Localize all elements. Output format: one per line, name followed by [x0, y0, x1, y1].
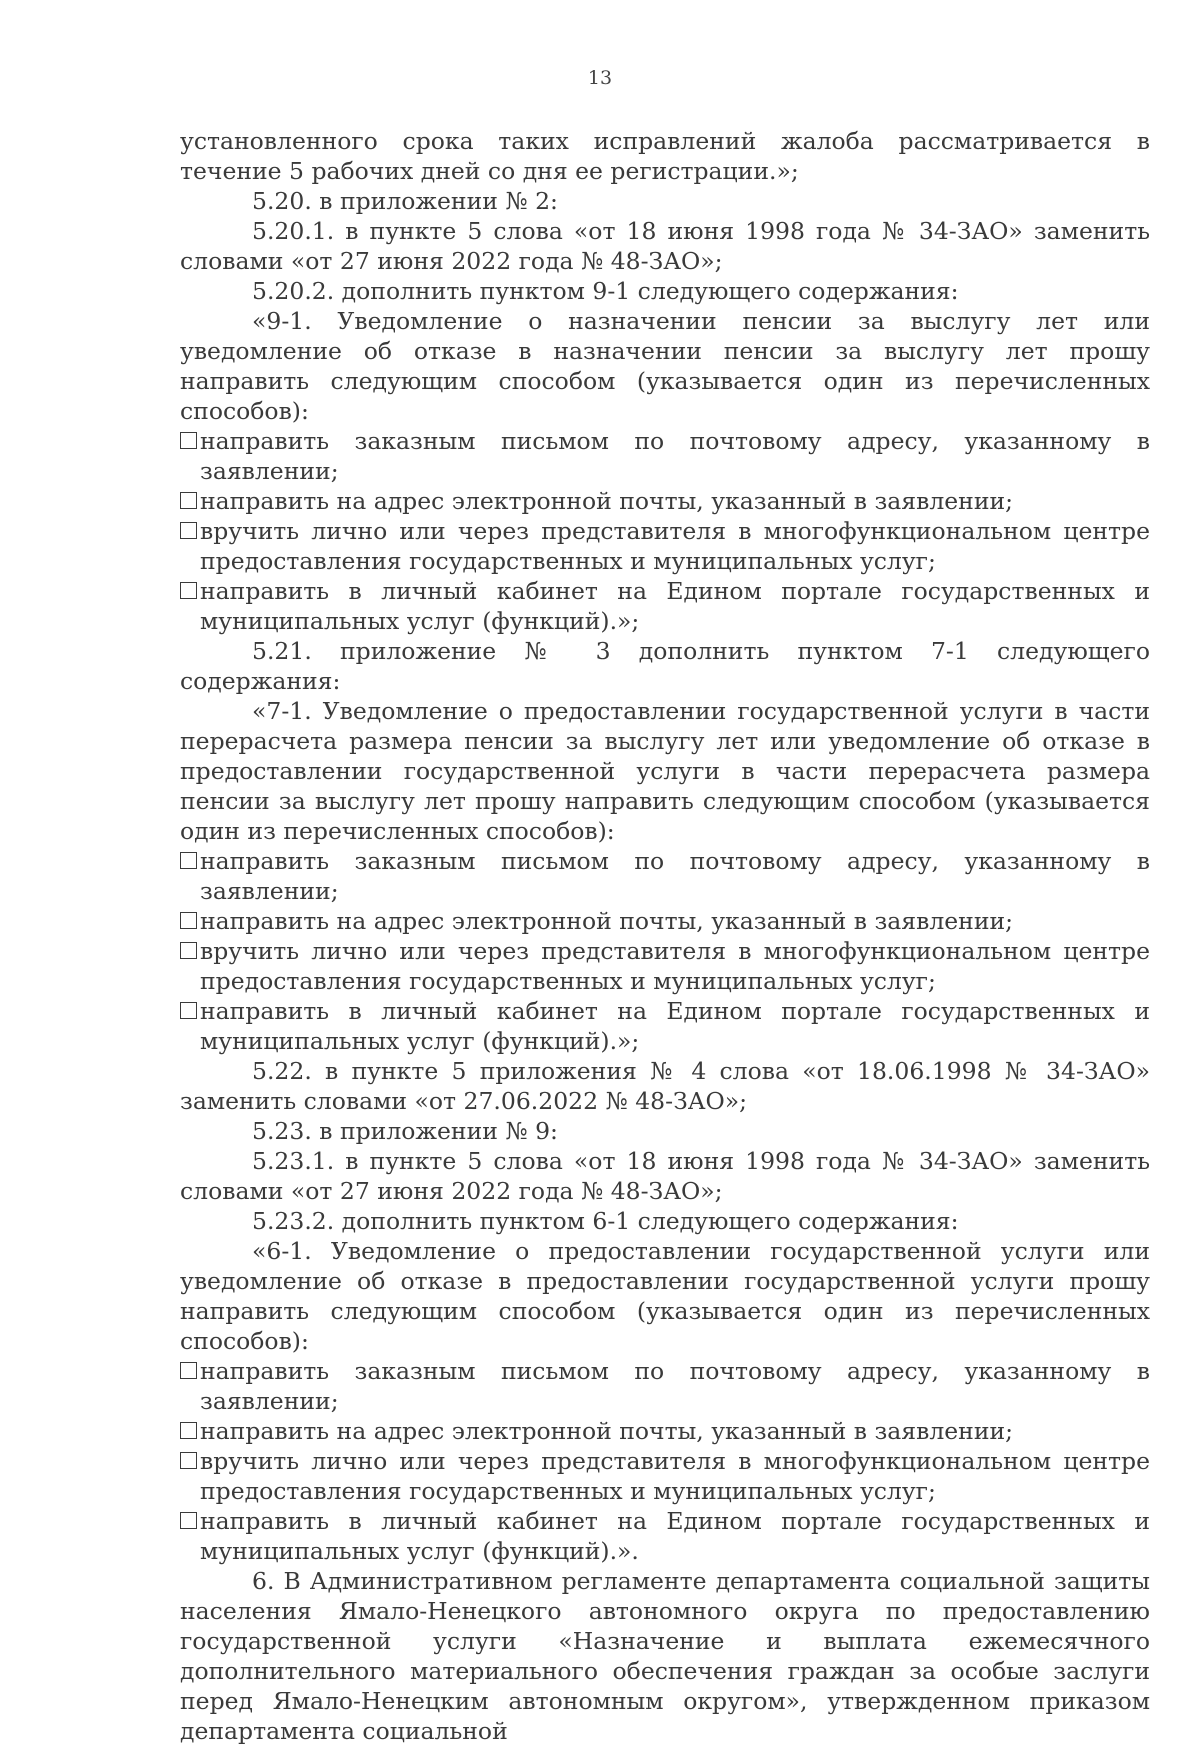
checkbox-icon	[180, 522, 197, 539]
paragraph: «6-1. Уведомление о предоставлении государственной услуги или уведомление об отказе в предоставлении государственной услуги прошу направить следующим способом (указывается один из перечисленных способов):	[180, 1237, 1150, 1355]
checkbox-icon	[180, 492, 197, 509]
checkbox-icon	[180, 1422, 197, 1439]
option-text: вручить лично или через представителя в многофункциональном центре предоставления государственных и муниципальных услуг;	[200, 1447, 1150, 1505]
paragraph: 5.20. в приложении № 2:	[252, 187, 558, 215]
checkbox-option	[180, 486, 1150, 516]
option-text: вручить лично или через представителя в многофункциональном центре предоставления государственных и муниципальных услуг;	[200, 937, 1150, 995]
checkbox-option	[180, 936, 1150, 996]
checkbox-option	[180, 1356, 1150, 1416]
checkbox-icon	[180, 1512, 197, 1529]
checkbox-icon	[180, 912, 197, 929]
option-text: направить заказным письмом по почтовому адресу, указанному в заявлении;	[200, 1357, 1150, 1415]
checkbox-icon	[180, 1362, 197, 1379]
option-text: вручить лично или через представителя в многофункциональном центре предоставления государственных и муниципальных услуг;	[200, 517, 1150, 575]
paragraph: «7-1. Уведомление о предоставлении государственной услуги в части перерасчета размера пенсии за выслугу лет или уведомление об отказе в предоставлении государственной услуги в части перерасчета размера пенсии за выслугу лет прошу направить следующим способом (указывается один из перечисленных способов):	[180, 697, 1150, 845]
checkbox-option	[180, 1506, 1150, 1566]
page-number: 13	[587, 67, 613, 89]
checkbox-icon	[180, 942, 197, 959]
checkbox-icon	[180, 432, 197, 449]
checkbox-icon	[180, 1002, 197, 1019]
paragraph: 5.20.2. дополнить пунктом 9-1 следующего содержания:	[252, 277, 959, 305]
checkbox-icon	[180, 582, 197, 599]
option-text: направить в личный кабинет на Едином портале государственных и муниципальных услуг (функций).»;	[200, 577, 1150, 635]
paragraph: 5.21. приложение № 3 дополнить пунктом 7-1 следующего содержания:	[180, 637, 1150, 695]
checkbox-icon	[180, 1452, 197, 1469]
paragraph: 5.22. в пункте 5 приложения № 4 слова «от 18.06.1998 № 34-ЗАО» заменить словами «от 27.06.2022 № 48-ЗАО»;	[180, 1057, 1150, 1115]
paragraph: 6. В Административном регламенте департамента социальной защиты населения Ямало-Ненецкого автономного округа по предоставлению государственной услуги «Назначение и выплата ежемесячного дополнительного материального обеспечения граждан за особые заслуги перед Ямало-Ненецким автономным округом», утвержденном приказом департамента социальной	[180, 1567, 1150, 1745]
option-text: направить заказным письмом по почтовому адресу, указанному в заявлении;	[200, 427, 1150, 485]
checkbox-option	[180, 996, 1150, 1056]
option-text: направить на адрес электронной почты, указанный в заявлении;	[200, 487, 1014, 515]
checkbox-option	[180, 906, 1150, 936]
checkbox-option	[180, 1416, 1150, 1446]
paragraph: 5.20.1. в пункте 5 слова «от 18 июня 1998 года № 34-ЗАО» заменить словами «от 27 июня 2022 года № 48-ЗАО»;	[180, 217, 1150, 275]
option-text: направить на адрес электронной почты, указанный в заявлении;	[200, 1417, 1014, 1445]
checkbox-option	[180, 576, 1150, 636]
option-text: направить на адрес электронной почты, указанный в заявлении;	[200, 907, 1014, 935]
checkbox-option	[180, 1446, 1150, 1506]
checkbox-option	[180, 426, 1150, 486]
paragraph: 5.23.1. в пункте 5 слова «от 18 июня 1998 года № 34-ЗАО» заменить словами «от 27 июня 2022 года № 48-ЗАО»;	[180, 1147, 1150, 1205]
option-text: направить в личный кабинет на Едином портале государственных и муниципальных услуг (функций).».	[200, 1507, 1150, 1565]
option-text: направить в личный кабинет на Едином портале государственных и муниципальных услуг (функций).»;	[200, 997, 1150, 1055]
paragraph: установленного срока таких исправлений жалоба рассматривается в течение 5 рабочих дней со дня ее регистрации.»;	[180, 127, 1150, 185]
paragraph: 5.23. в приложении № 9:	[252, 1117, 558, 1145]
checkbox-icon	[180, 852, 197, 869]
paragraph: 5.23.2. дополнить пунктом 6-1 следующего содержания:	[252, 1207, 959, 1235]
checkbox-option	[180, 516, 1150, 576]
option-text: направить заказным письмом по почтовому адресу, указанному в заявлении;	[200, 847, 1150, 905]
paragraph: «9-1. Уведомление о назначении пенсии за выслугу лет или уведомление об отказе в назначении пенсии за выслугу лет прошу направить следующим способом (указывается один из перечисленных способов):	[180, 307, 1150, 425]
checkbox-option	[180, 846, 1150, 906]
document-body	[180, 126, 1150, 1746]
